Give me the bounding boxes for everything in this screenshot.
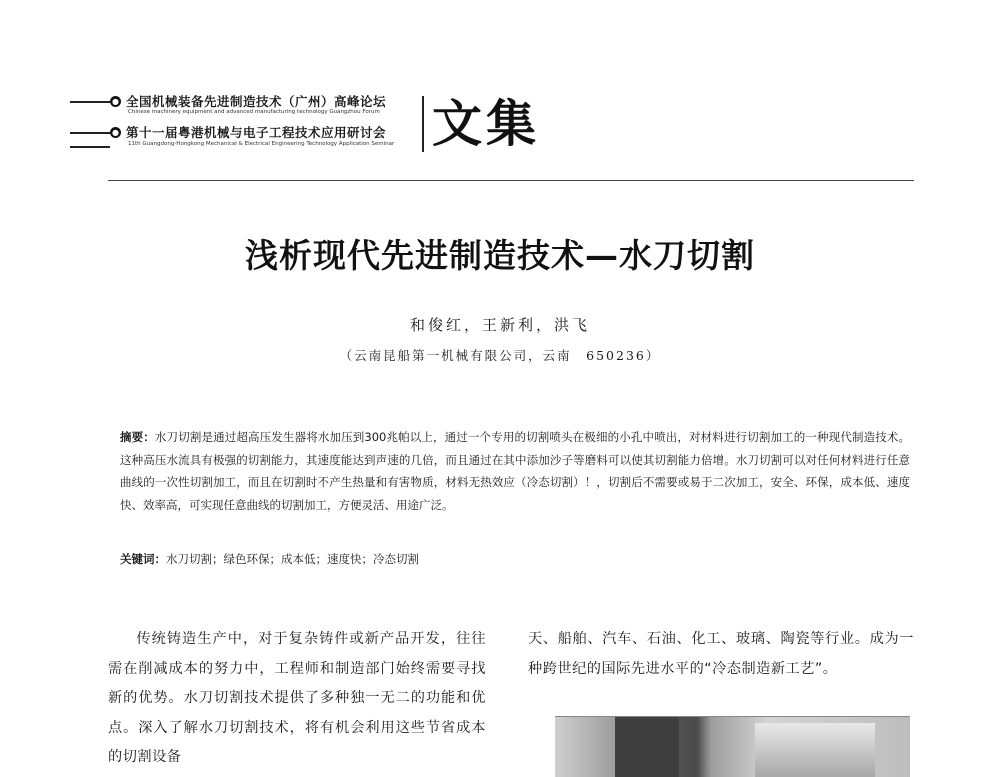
- figure-photo: [555, 716, 910, 777]
- body-column-left: [108, 625, 486, 773]
- header-divider: [422, 96, 424, 152]
- body-paragraph-right: 天、船舶、汽车、石油、化工、玻璃、陶瓷等行业。成为一种跨世纪的国际先进水平的“冷态制造新工艺”。: [528, 631, 914, 677]
- header-rule: [108, 180, 914, 181]
- body-paragraph-left: 传统铸造生产中，对于复杂铸件或新产品开发，往往需在削减成本的努力中，工程师和制造部门始终需要寻找新的优势。水刀切割技术提供了多种独一无二的功能和优点。深入了解水刀切割技术，将有机会利用这些节省成本的切割设备: [108, 631, 486, 765]
- photo-machine-part: [615, 717, 679, 777]
- series-label: 文集: [432, 94, 540, 153]
- bullet-icon: ●: [110, 96, 121, 107]
- header-line-3: [70, 146, 110, 148]
- abstract: [120, 426, 910, 516]
- bullet-icon: ●: [110, 127, 121, 138]
- keywords: [120, 548, 910, 570]
- abstract-label: 摘要：: [120, 430, 155, 444]
- keywords-text: 水刀切割；绿色环保；成本低；速度快；冷态切割: [166, 552, 419, 566]
- body-column-right: [528, 625, 914, 684]
- keywords-label: 关键词：: [120, 552, 166, 566]
- paper-authors: 和俊红，王新利，洪飞: [409, 316, 590, 334]
- header-line2-en: 11th Guangdong-Hongkong Mechanical & Electrical Engineering Technology Application Seminar: [128, 141, 395, 147]
- header-line-2: [70, 132, 110, 134]
- header-line1-en: Chinese machinery equipment and advanced manufacturing technology Guangzhou Forum: [128, 109, 380, 115]
- header-line2-cn: 第十一届粤港机械与电子工程技术应用研讨会: [126, 125, 387, 140]
- header-line-1: [70, 101, 110, 103]
- photo-machine-part: [755, 723, 875, 777]
- header-line1-cn: 全国机械装备先进制造技术（广州）高峰论坛: [126, 94, 387, 109]
- abstract-text: 水刀切割是通过超高压发生器将水加压到300兆帕以上，通过一个专用的切割喷头在极细的小孔中喷出，对材料进行切割加工的一种现代制造技术。这种高压水流具有极强的切割能力，其速度能达到声速的几倍，而且通过在其中添加沙子等磨料可以使其切割能力倍增。水刀切割可以对任何材料进行任意曲线的一次性切割加工，而且在切割时不产生热量和有害物质，材料无热效应（冷态切割）！，切割后不需要或易于二次加工，安全、环保，成本低、速度快、效率高，可实现任意曲线的切割加工，方便灵活、用途广泛。: [120, 430, 910, 512]
- paper-title: 浅析现代先进制造技术—水刀切割: [245, 236, 755, 275]
- paper-affiliation: （云南昆船第一机械有限公司，云南 650236）: [339, 348, 661, 363]
